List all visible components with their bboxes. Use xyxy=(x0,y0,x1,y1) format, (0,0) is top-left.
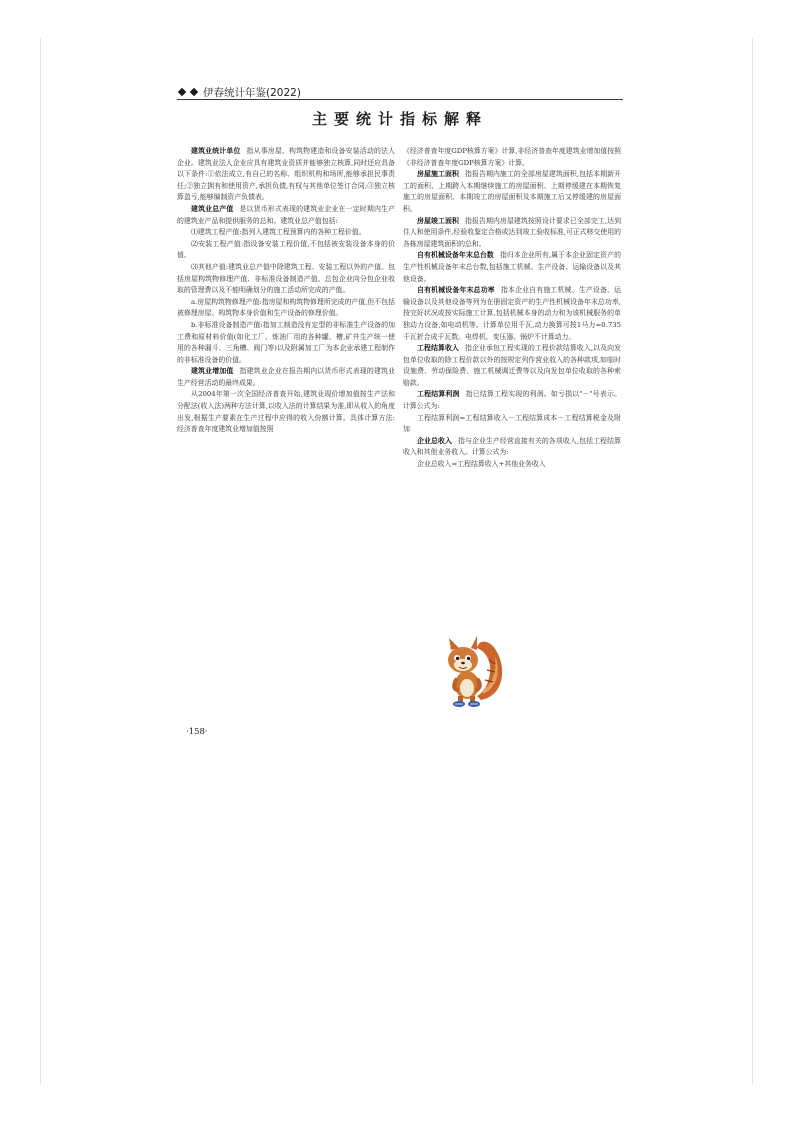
term-heading: 自有机械设备年末总功率 xyxy=(417,286,495,295)
term-heading: 房屋竣工面积 xyxy=(417,216,459,225)
definition-paragraph xyxy=(177,239,395,262)
definition-text: 从2004年第一次全国经济普查开始,建筑业现价增加值按生产法和分配法(收入法)两种方法计算,以收入法的计算结果为准,即从收入的角度出发,根据生产要素在生产过程中应得的收入份额计算。具体计算方法:经济普查年度建筑业增加值按照 xyxy=(177,390,395,434)
right-column xyxy=(403,146,621,471)
diamond-ornament-icon xyxy=(177,89,199,95)
definition-text: b.非标准设备制造产值:指加工制造没有定型的非标准生产设备的加工费和原材料价值(如化工厂、炼油厂用的各种罐、槽,矿井生产统一使用的各种漏斗、三角槽、阀门等)以及附属加工厂为本企业承建工程制作的非标准设备的价值。 xyxy=(177,320,395,364)
squirrel-mascot-icon xyxy=(437,630,507,710)
definition-text: ⑵安装工程产值:指设备安装工程价值,不包括被安装设备本身的价值。 xyxy=(177,239,395,260)
definition-paragraph xyxy=(177,262,395,297)
definition-text: 指已结算工程实现的利润。如亏损以"－"号表示。计算公式为: xyxy=(403,390,621,411)
term-heading: 自有机械设备年末总台数 xyxy=(417,251,494,260)
term-heading: 企业总收入 xyxy=(417,436,452,445)
definition-paragraph xyxy=(403,216,621,251)
definition-paragraph xyxy=(403,343,621,389)
right-margin-line xyxy=(752,38,753,1084)
definition-paragraph xyxy=(177,227,395,239)
page-title: 主要统计指标解释 xyxy=(311,110,488,128)
definition-paragraph xyxy=(403,459,621,471)
definition-paragraph xyxy=(177,146,395,204)
definition-paragraph xyxy=(403,436,621,459)
definition-paragraph xyxy=(403,285,621,343)
page-number: ·158· xyxy=(186,727,208,737)
term-heading: 建筑业统计单位 xyxy=(191,147,241,155)
definition-text: ⑶其他产值:建筑业总产值中除建筑工程、安装工程以外的产值。包括房屋构筑物修理产值、非标准设备制造产值、总包企业向分包企业收取的管理费以及不能明确划分的施工活动所完成的产值。 xyxy=(177,262,395,295)
definition-text: 指企业承包工程实现的工程价款结算收入,以及向发包单位收取的除工程价款以外的按规定列作营业收入的各种款项,如临时设施费、劳动保险费、施工机械调迁费等以及向发包单位收取的各种索赔款。 xyxy=(403,344,621,387)
definition-text: 指建筑业企业在报告期内以货币形式表现的建筑业生产经营活动的最终成果。 xyxy=(177,367,395,387)
definition-paragraph xyxy=(177,389,395,435)
definition-text: 指从事房屋、构筑物建造和设备安装活动的法人企业。建筑业法人企业应具有建筑业资质并能够独立核算,同时还应具备以下条件:①依法成立,有自己的名称、组织机构和场所,能够承担民事责任;②独立拥有和使用资产,承担负债,有权与其他单位签订合同;③独立核算盈亏,能够编制资产负债表。 xyxy=(177,147,395,202)
definition-text: 指本企业自有施工机械、生产设备、运输设备以及其他设备等列为在册固定资产的生产性机械设备年末总功率,按完好状况或按实际施工计算,包括机械本身的动力和为该机械服务的单独动力设备,如电动机等。计算单位用千瓦,动力换算可按1马力=0.735千瓦折合成千瓦数。电焊机、变压器、锅炉不计算动力。 xyxy=(403,286,621,341)
running-head xyxy=(177,84,617,100)
definition-text: 指报告期内房屋建筑按照设计要求已全部完工,达到住人和使用条件,经验收鉴定合格或达到竣工验收标准,可正式移交使用的各栋房屋建筑面积的总和。 xyxy=(403,216,621,248)
definition-text: 《经济普查年度GDP核算方案》计算,非经济普查年度建筑业增加值按照《非经济普查年度GDP核算方案》计算。 xyxy=(403,147,621,167)
header-rule xyxy=(177,99,623,100)
definition-text: a.房屋构筑物修理产值:指房屋和构筑物修理所完成的产值,但不包括被修理房屋、构筑物本身价值和生产设备的修理价值。 xyxy=(177,297,395,318)
definition-paragraph xyxy=(403,389,621,412)
definition-text: ⑴建筑工程产值:指列入建筑工程预算内的各种工程价值。 xyxy=(191,228,366,237)
left-column xyxy=(177,146,395,436)
running-head-title: 伊春统计年鉴(2022) xyxy=(203,86,301,99)
term-heading: 房屋施工面积 xyxy=(417,170,459,179)
definition-paragraph xyxy=(177,320,395,366)
definition-text: 指报告期内施工的全部房屋建筑面积,包括本期新开工的面积、上期跨入本期继续施工的房屋面积、上期停缓建在本期恢复施工的房屋面积、本期竣工的房屋面积及本期施工后又停缓建的房屋面积。 xyxy=(403,170,621,213)
definition-paragraph xyxy=(177,297,395,320)
left-margin-line xyxy=(40,38,41,1084)
term-heading: 工程结算收入 xyxy=(417,344,459,353)
definition-paragraph xyxy=(403,146,621,169)
definition-paragraph xyxy=(403,413,621,436)
term-heading: 建筑业总产值 xyxy=(191,204,234,213)
definition-paragraph xyxy=(403,169,621,215)
definition-text: 工程结算利润=工程结算收入－工程结算成本－工程结算税金及附加 xyxy=(403,413,621,434)
definition-paragraph xyxy=(177,366,395,389)
definition-text: 是以货币形式表现的建筑业企业在一定时期内生产的建筑业产品和提供服务的总和。建筑业总产值包括: xyxy=(177,204,395,225)
definition-text: 指与企业生产经营直接有关的各项收入,包括工程结算收入和其他业务收入。计算公式为: xyxy=(403,436,621,457)
definition-paragraph xyxy=(177,204,395,227)
definition-paragraph xyxy=(403,250,621,285)
definition-text: 指归本企业所有,属于本企业固定资产的生产性机械设备年末总台数,包括施工机械、生产设备、运输设备以及其他设备。 xyxy=(403,251,621,283)
term-heading: 工程结算利润 xyxy=(417,390,460,399)
definition-text: 企业总收入=工程结算收入+其他业务收入 xyxy=(417,460,546,469)
term-heading: 建筑业增加值 xyxy=(191,367,234,376)
